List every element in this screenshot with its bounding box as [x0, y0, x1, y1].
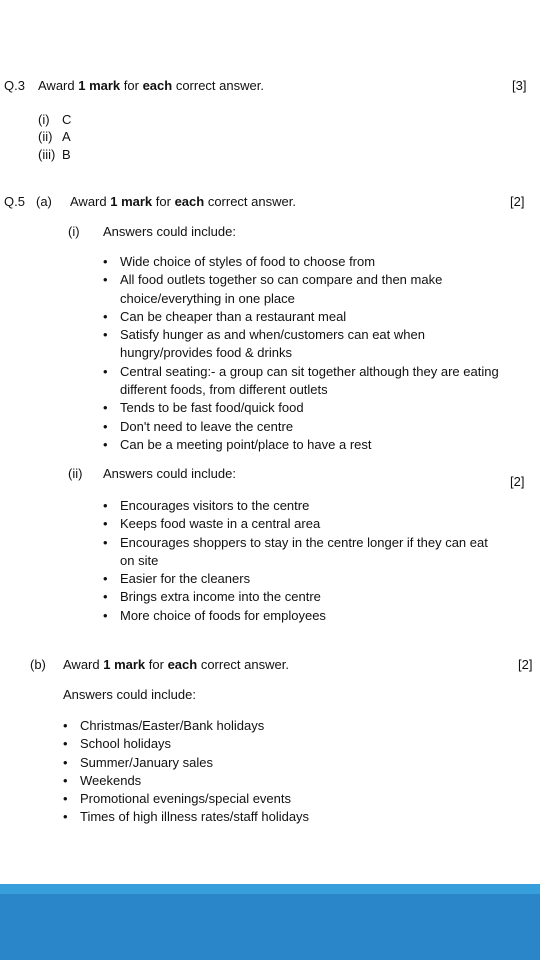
q5b-instruction: Award 1 mark for each correct answer.	[63, 657, 289, 672]
q5a-ii-intro: Answers could include:	[103, 466, 236, 481]
q5a-instruction: Award 1 mark for each correct answer.	[70, 194, 296, 209]
q5a-i-intro: Answers could include:	[103, 224, 236, 239]
q5b-intro: Answers could include:	[63, 687, 196, 702]
q5a-label: (a)	[36, 194, 52, 209]
list-item: • Satisfy hunger as and when/customers can eat when hungry/provides food & drinks	[102, 326, 522, 363]
list-item: • Times of high illness rates/staff holidays	[62, 808, 502, 826]
footer-band	[0, 884, 540, 960]
list-item: • Easier for the cleaners	[102, 570, 522, 588]
q5a-i-label: (i)	[68, 224, 80, 239]
q3-answer-roman: (iii)	[38, 147, 56, 162]
list-item: • School holidays	[62, 735, 502, 753]
list-item: • Keeps food waste in a central area	[102, 515, 522, 533]
list-item: • Summer/January sales	[62, 754, 502, 772]
q5a-marks: [2]	[510, 194, 525, 209]
q3-answer-letter: C	[62, 112, 72, 127]
q5a-ii-answer-list	[102, 497, 522, 625]
q5a-ii-marks: [2]	[510, 474, 525, 489]
list-item: • More choice of foods for employees	[102, 607, 522, 625]
q3-number: Q.3	[4, 78, 25, 93]
list-item: • Brings extra income into the centre	[102, 588, 522, 606]
q5a-i-answer-list	[102, 253, 522, 454]
list-item: • Encourages visitors to the centre	[102, 497, 522, 515]
list-item: • Encourages shoppers to stay in the centre longer if they can eat on site	[102, 534, 522, 571]
q5-number: Q.5	[4, 194, 25, 209]
q3-answer-roman: (ii)	[38, 129, 53, 144]
list-item: • Central seating:- a group can sit together although they are eating different foods, from different outlets	[102, 363, 522, 400]
list-item: • Promotional evenings/special events	[62, 790, 502, 808]
q3-answer-letter: A	[62, 129, 71, 144]
q3-answer-letter: B	[62, 147, 71, 162]
list-item: • Tends to be fast food/quick food	[102, 399, 522, 417]
q5a-ii-label: (ii)	[68, 466, 83, 481]
q5b-label: (b)	[30, 657, 46, 672]
list-item: • All food outlets together so can compare and then make choice/everything in one place	[102, 271, 522, 308]
list-item: • Can be cheaper than a restaurant meal	[102, 308, 522, 326]
q3-answer-roman: (i)	[38, 112, 50, 127]
q3-instruction: Award 1 mark for each correct answer.	[38, 78, 264, 93]
q5b-answer-list	[62, 717, 502, 827]
footer-accent-line	[0, 884, 540, 894]
list-item: • Wide choice of styles of food to choose from	[102, 253, 522, 271]
list-item: • Don't need to leave the centre	[102, 418, 522, 436]
list-item: • Christmas/Easter/Bank holidays	[62, 717, 502, 735]
list-item: • Can be a meeting point/place to have a rest	[102, 436, 522, 454]
q5b-marks: [2]	[518, 657, 533, 672]
list-item: • Weekends	[62, 772, 502, 790]
q3-marks: [3]	[512, 78, 527, 93]
